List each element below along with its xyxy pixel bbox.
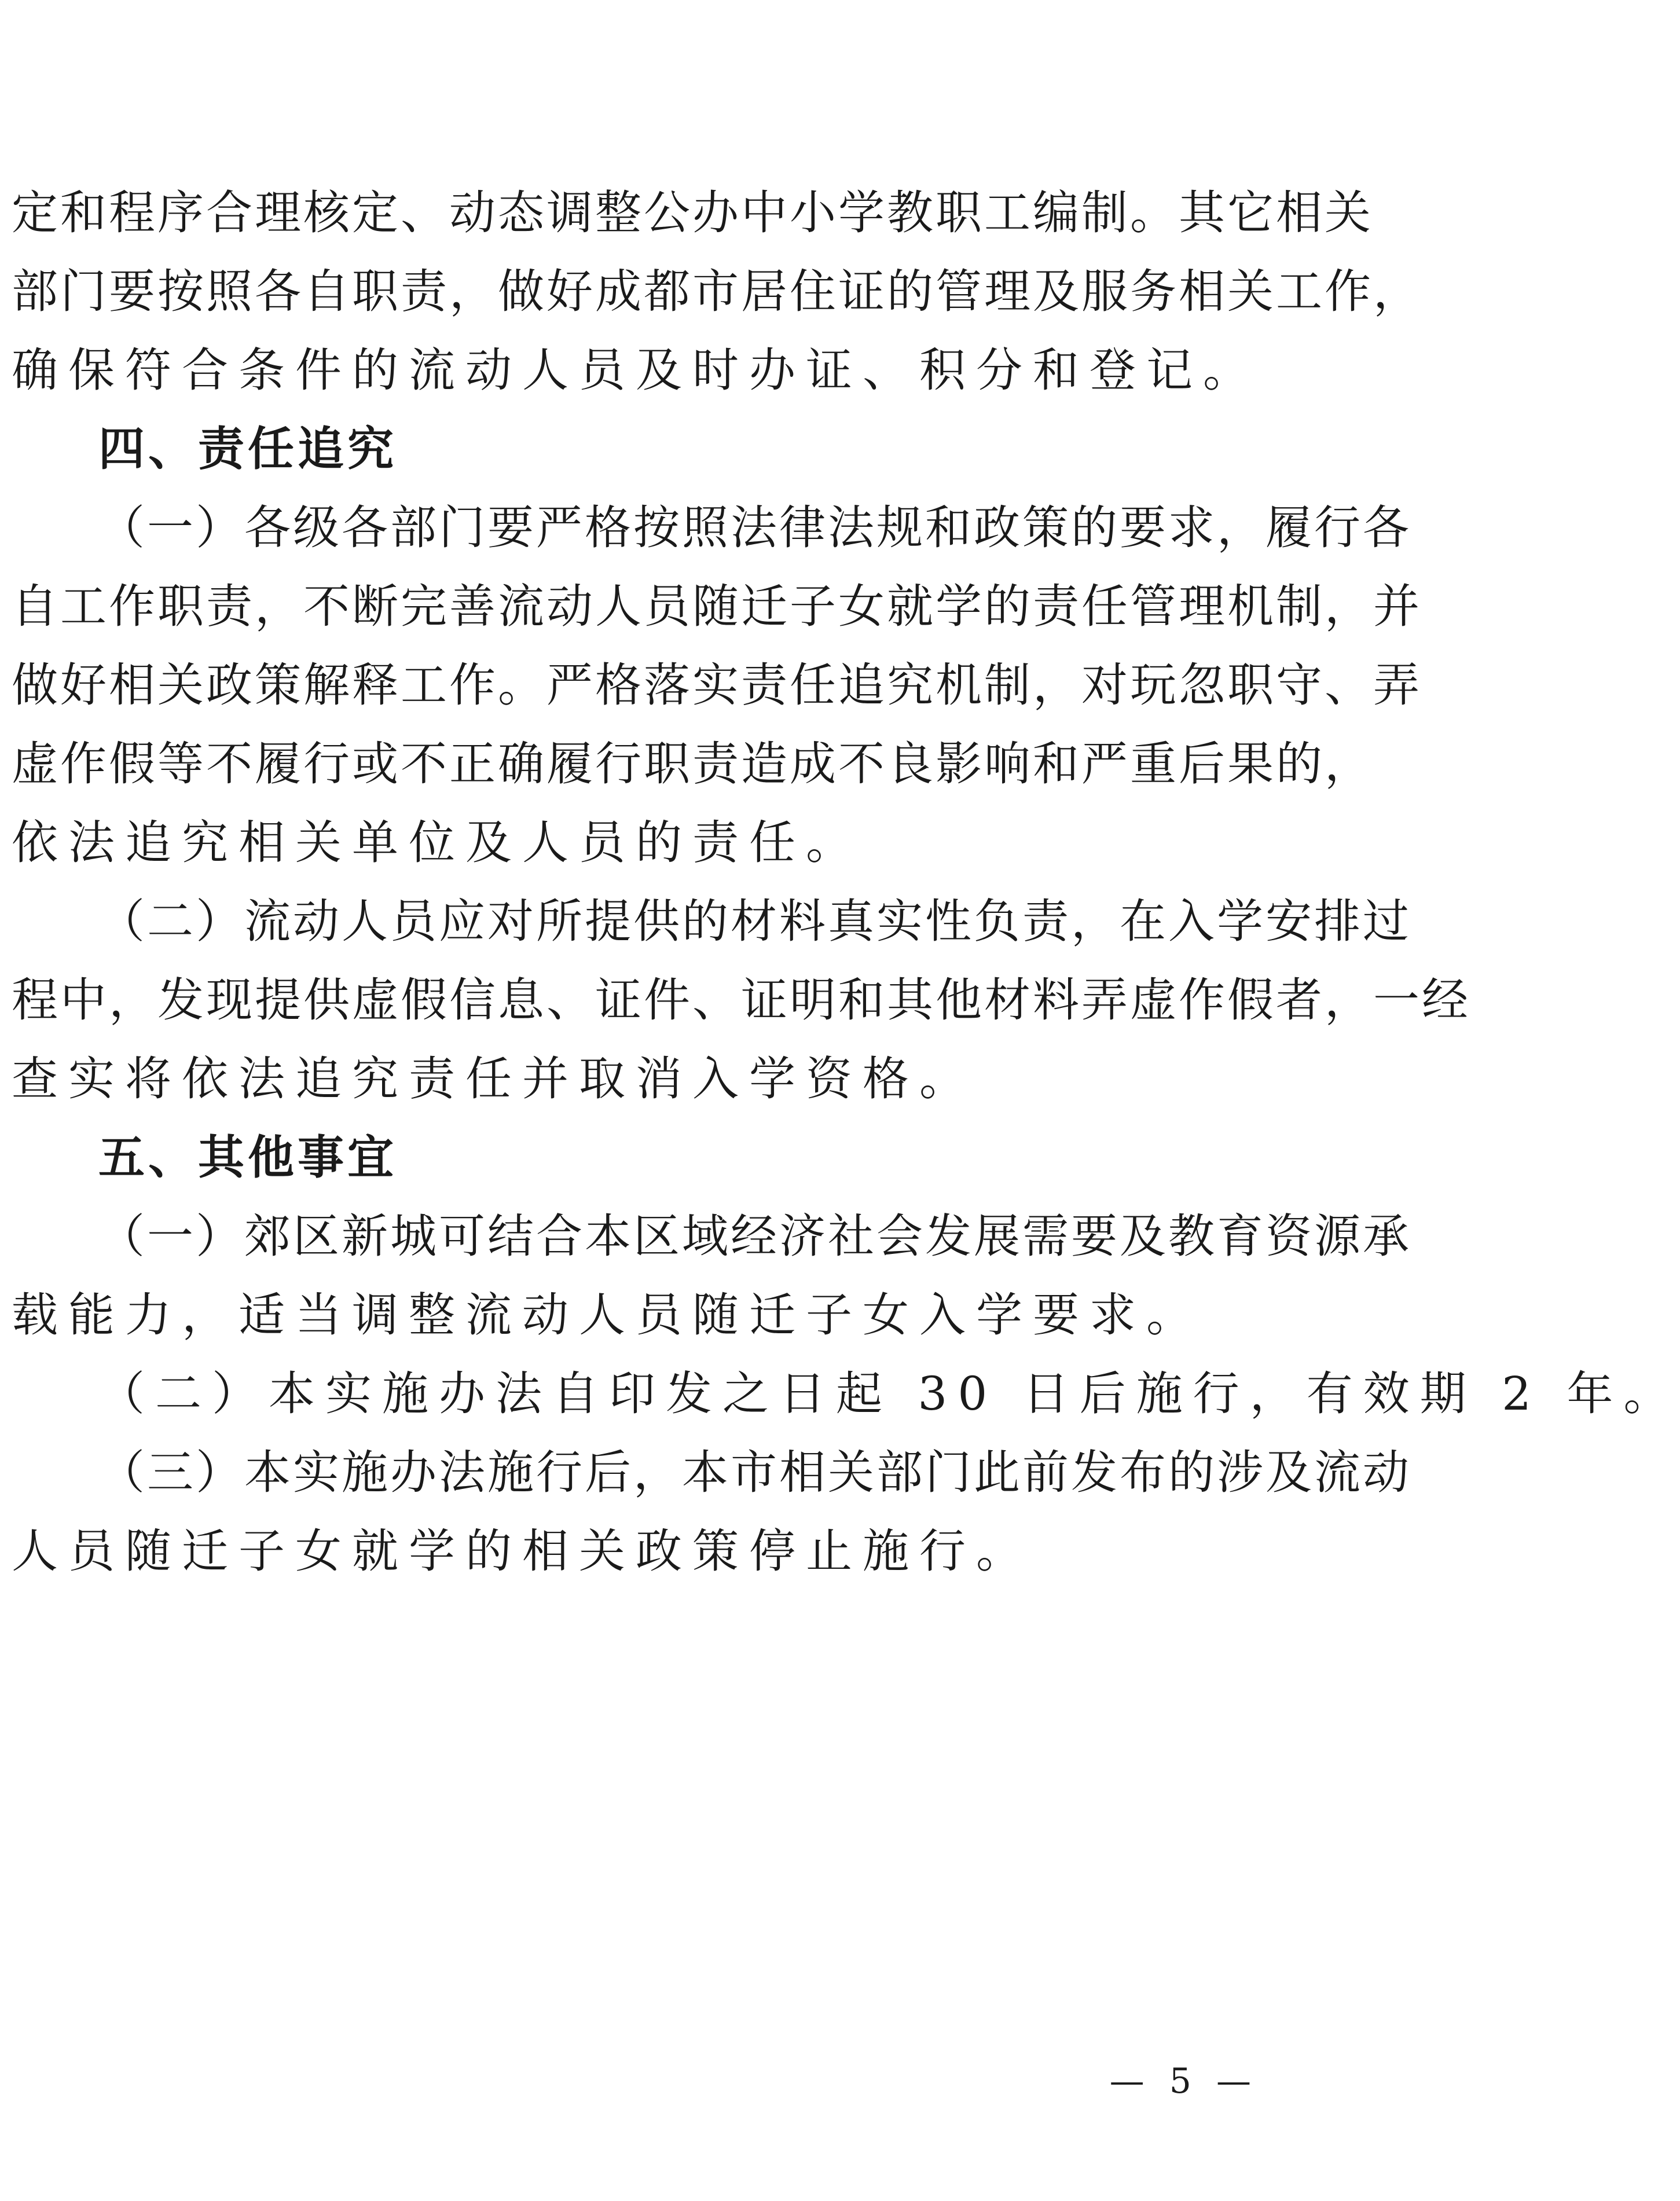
section-heading: 五、其他事宜 <box>98 1131 397 1184</box>
document-body <box>12 174 1680 1591</box>
paragraph-line: （三）本实施办法施行后，本市相关部门此前发布的涉及流动 <box>98 1446 1411 1499</box>
paragraph-line: 查实将依法追究责任并取消入学资格。 <box>12 1052 976 1106</box>
paragraph-line: 虚作假等不履行或不正确履行职责造成不良影响和严重后果的， <box>12 737 1373 791</box>
paragraph-line: （一）郊区新城可结合本区域经济社会发展需要及教育资源承 <box>98 1209 1411 1263</box>
paragraph-line: （二）流动人员应对所提供的材料真实性负责，在入学安排过 <box>98 894 1411 948</box>
paragraph-line: 做好相关政策解释工作。严格落实责任追究机制，对玩忽职守、弄 <box>12 658 1422 712</box>
paragraph-line: 载能力，适当调整流动人员随迁子女入学要求。 <box>12 1288 1203 1342</box>
body-line: 部门要按照各自职责，做好成都市居住证的管理及服务相关工作， <box>12 265 1422 318</box>
body-line: 定和程序合理核定、动态调整公办中小学教职工编制。其它相关 <box>12 186 1373 240</box>
page-number: — 5 — <box>1109 2061 1258 2101</box>
body-line: 确保符合条件的流动人员及时办证、积分和登记。 <box>12 343 1260 397</box>
paragraph-line: （一）各级各部门要严格按照法律法规和政策的要求，履行各 <box>98 501 1411 555</box>
paragraph-line: 依法追究相关单位及人员的责任。 <box>12 816 863 870</box>
section-heading: 四、责任追究 <box>98 422 397 476</box>
paragraph-line: 人员随迁子女就学的相关政策停止施行。 <box>12 1524 1033 1578</box>
paragraph-line: 自工作职责，不断完善流动人员随迁子女就学的责任管理机制，并 <box>12 579 1422 633</box>
paragraph-line: （二）本实施办法自印发之日起 30 日后施行，有效期 2 年。 <box>98 1367 1680 1421</box>
paragraph-line: 程中，发现提供虚假信息、证件、证明和其他材料弄虚作假者，一经 <box>12 973 1470 1027</box>
